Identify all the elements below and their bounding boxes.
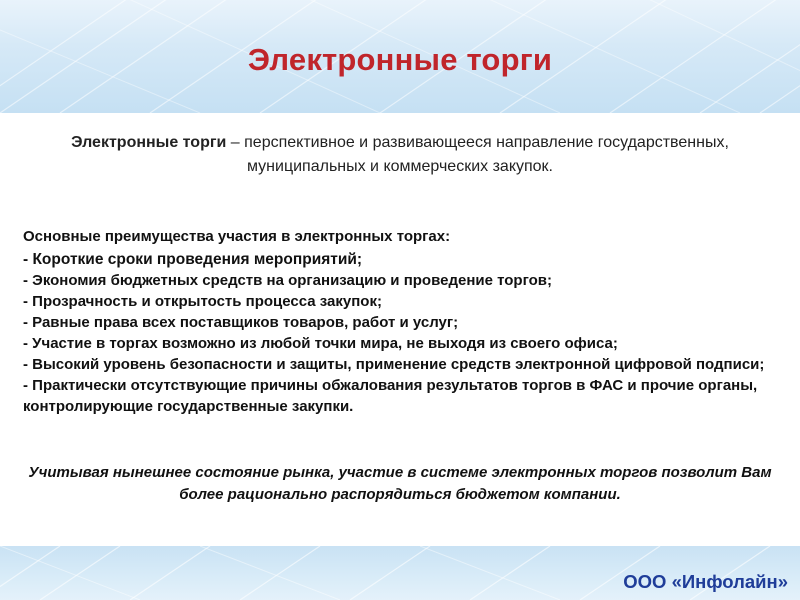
list-item: - Равные права всех поставщиков товаров, работ и услуг; (23, 314, 459, 331)
list-item: - Участие в торгах возможно из любой точки мира, не выходя из своего офиса; (23, 335, 618, 352)
list-item: - Короткие сроки проведения мероприятий; (23, 251, 363, 268)
list-item: - Высокий уровень безопасности и защиты, применение средств электронной цифровой подписи; (23, 356, 765, 373)
list-item: - Прозрачность и открытость процесса закупок; (23, 293, 382, 310)
conclusion-text: Учитывая нынешнее состояние рынка, участие в системе электронных торгов позволит Вам более рационально распорядиться бюджетом компании. (28, 464, 772, 503)
advantages-list (23, 249, 783, 417)
intro-paragraph (60, 131, 740, 179)
company-name: ООО «Инфолайн» (623, 571, 788, 592)
list-item: - Практически отсутствующие причины обжалования результатов торгов в ФАС и прочие органы, контролирующие государственные закупки. (23, 377, 758, 415)
advantages-heading: Основные преимущества участия в электронных торгах: (23, 228, 451, 245)
slide-title: Электронные торги (247, 42, 553, 77)
intro-term: Электронные торги (71, 134, 227, 151)
intro-definition: – перспективное и развивающееся направление государственных, муниципальных и коммерческих закупок. (226, 134, 729, 175)
list-item: - Экономия бюджетных средств на организацию и проведение торгов; (23, 272, 553, 289)
